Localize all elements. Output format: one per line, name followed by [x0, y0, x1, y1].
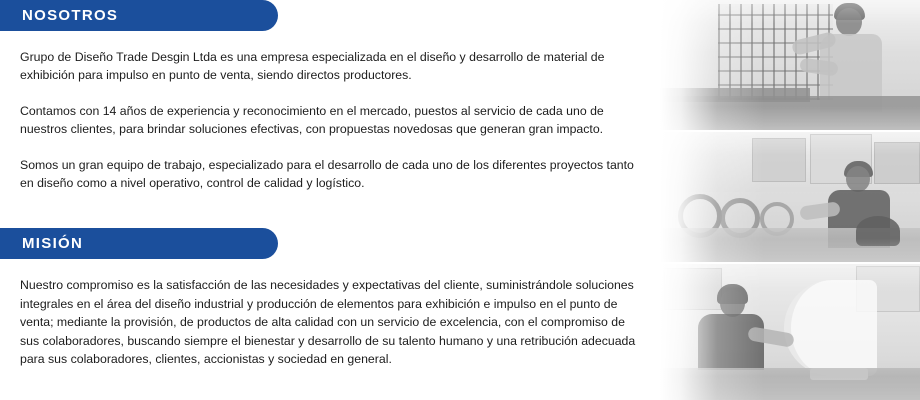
spacer-between-sections	[0, 192, 660, 228]
paragraph: Contamos con 14 años de experiencia y reconocimiento en el mercado, puestos al servicio de cada uno de nuestros clientes, para brindar soluciones efectivas, con propuestas novedosas que generan gran impacto.	[20, 103, 604, 137]
photo-worker-boxes	[660, 132, 920, 262]
photo-strip	[660, 0, 920, 400]
section-heading-nosotros	[0, 0, 278, 31]
paragraph: Grupo de Diseño Trade Desgin Ltda es una empresa especializada en el diseño y desarrollo de material de exhibición para impulso en punto de venta, siendo directos productores.	[20, 50, 605, 83]
spacer	[0, 31, 660, 48]
section-title-mision: MISIÓN	[22, 235, 84, 253]
section-heading-mision	[0, 228, 278, 259]
spacer	[0, 259, 660, 276]
section-title-nosotros: NOSOTROS	[22, 7, 119, 24]
photo-worker-wire-rack	[660, 0, 920, 130]
paragraph: Somos un gran equipo de trabajo, especializado para el desarrollo de cada uno de los diferentes proyectos tanto en diseño como a nivel operativo, control de calidad y logístico.	[20, 157, 634, 191]
section-body-mision	[0, 276, 660, 368]
photo-worker-display	[660, 264, 920, 400]
section-body-nosotros	[0, 48, 660, 192]
paragraph: Nuestro compromiso es la satisfacción de las necesidades y expectativas del cliente, suministrándole soluciones integrales en el área del diseño industrial y producción de elementos para exhibición e impulso en el punto de venta; mediante la provisión, de productos de alta calidad con un servicio de excelencia, con el compromiso de sus colaboradores, buscando siempre el bienestar y desarrollo de su talento humano y una retribución adecuada para sus colaboradores, clientes, accionistas y sociedad en general.	[20, 278, 636, 367]
